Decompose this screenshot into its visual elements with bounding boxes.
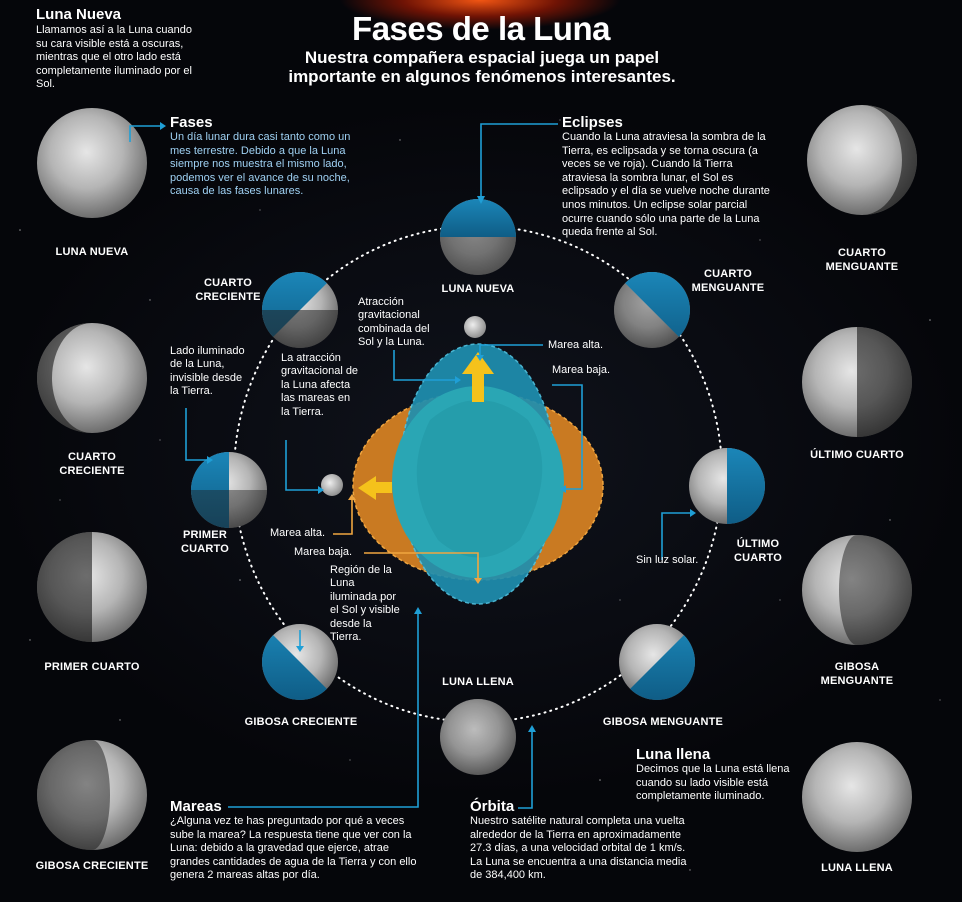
caption-right-cuarto-menguante: CUARTO MENGUANTE bbox=[825, 247, 899, 273]
orbit-caption-bottom-right: GIBOSA MENGUANTE bbox=[602, 716, 724, 728]
luna-llena-heading: Luna llena bbox=[636, 746, 711, 763]
side-moon-ultimo-cuarto-right bbox=[802, 327, 912, 437]
orbit-caption-bottom: LUNA LLENA bbox=[442, 676, 514, 688]
side-moon-cuarto-menguante-right bbox=[807, 105, 917, 215]
luna-llena-text: Decimos que la Luna está llena cuando su lado visible está completamente iluminado. bbox=[636, 763, 790, 803]
orbit-caption-bottom-left: GIBOSA CRECIENTE bbox=[244, 716, 358, 728]
orbit-moon-left bbox=[191, 452, 267, 528]
annotation-region-iluminada: Región de la Luna iluminada por el Sol y visible desde la Tierra. bbox=[330, 564, 400, 644]
callout-lado-iluminado bbox=[186, 408, 207, 460]
orbit-caption-left: PRIMER CUARTO bbox=[180, 529, 230, 555]
mareas-text: ¿Alguna vez te has preguntado por qué a veces sube la marea? La respuesta tiene que ver con la Luna: debido a la gravedad que ejerce, atrae grandes cantidades de agua de la Tierra y con ello genera 2 mareas altas por día. bbox=[170, 815, 417, 882]
orbita-heading: Órbita bbox=[470, 798, 515, 815]
callout-sin-luz bbox=[662, 513, 690, 560]
callout-eclipses bbox=[481, 124, 558, 196]
orbit-moon-bottom-right bbox=[619, 624, 695, 700]
orbita-text: Nuestro satélite natural completa una vuelta alrededor de la Tierra en aproximadamente 27.3 días, a una velocidad orbital de 1 km/s. La Luna se encuentra a una distancia media de 384,400 km. bbox=[470, 815, 687, 882]
page-title: Fases de la Luna bbox=[352, 10, 610, 47]
fases-heading: Fases bbox=[170, 114, 213, 131]
orbit-moon-top bbox=[440, 199, 516, 275]
eclipses-text: Cuando la Luna atraviesa la sombra de la Tierra, es eclipsada y se torna oscura (a veces se ve roja). Cuando la Tierra atraviesa la sombra lunar, el Sol es eclipsado y el día se vuelve noche durante unos minutos. Un eclipse solar parcial ocurre cuando sólo una parte de la Luna queda frente al Sol. bbox=[562, 131, 770, 239]
caption-right-luna-llena: LUNA LLENA bbox=[821, 862, 893, 874]
side-moon-luna-nueva-left bbox=[37, 108, 147, 218]
orbit-moon-top-left bbox=[262, 272, 338, 348]
orbit-moon-right bbox=[689, 448, 765, 524]
callout-atraccion-luna bbox=[286, 440, 318, 490]
caption-right-gibosa-menguante: GIBOSA MENGUANTE bbox=[820, 661, 894, 687]
luna-nueva-heading: Luna Nueva bbox=[36, 6, 122, 23]
side-moon-gibosa-menguante-right bbox=[802, 535, 912, 645]
annotation-marea-alta-top: Marea alta. bbox=[548, 339, 604, 351]
annotation-marea-alta-left: Marea alta. bbox=[270, 527, 326, 539]
mareas-heading: Mareas bbox=[170, 798, 222, 815]
orbit-moon-top-right bbox=[614, 272, 690, 348]
annotation-atraccion-combinada: Atracción gravitacional combinada del Sol y la Luna. bbox=[358, 296, 430, 349]
orbit-caption-top: LUNA NUEVA bbox=[441, 283, 515, 295]
annotation-marea-baja-bottom: Marea baja. bbox=[294, 546, 353, 558]
caption-left-gibosa-creciente: GIBOSA CRECIENTE bbox=[35, 860, 149, 872]
annotation-lado-iluminado: Lado iluminado de la Luna, invisible desde la Tierra. bbox=[170, 345, 245, 398]
orbit-caption-right: ÚLTIMO CUARTO bbox=[733, 538, 783, 564]
side-moon-luna-llena-right bbox=[802, 742, 912, 852]
caption-right-ultimo-cuarto: ÚLTIMO CUARTO bbox=[810, 449, 904, 461]
annotation-sin-luz: Sin luz solar. bbox=[636, 554, 699, 566]
page-subtitle: Nuestra compañera espacial juega un papel importante en algunos fenómenos interesantes. bbox=[288, 48, 676, 86]
small-moon-top bbox=[464, 316, 486, 338]
caption-left-primer-cuarto: PRIMER CUARTO bbox=[44, 661, 140, 673]
orbit-caption-top-left: CUARTO CRECIENTE bbox=[195, 277, 261, 303]
side-moon-cuarto-creciente-left bbox=[37, 323, 147, 433]
annotation-atraccion-luna: La atracción gravitacional de la Luna afecta las mareas en la Tierra. bbox=[281, 352, 359, 418]
caption-left-luna-nueva: LUNA NUEVA bbox=[55, 246, 129, 258]
callout-marea-alta-left bbox=[333, 500, 352, 534]
orbit-moon-bottom bbox=[440, 699, 516, 775]
eclipses-heading: Eclipses bbox=[562, 114, 623, 131]
callout-orbita bbox=[518, 732, 532, 808]
luna-nueva-text: Llamamos así a la Luna cuando su cara visible está a oscuras, mientras que el otro lado está completamente iluminado por el Sol. bbox=[36, 24, 192, 91]
small-moon-left bbox=[321, 474, 343, 496]
orbit-caption-top-right: CUARTO MENGUANTE bbox=[691, 268, 765, 294]
caption-left-cuarto-creciente: CUARTO CRECIENTE bbox=[59, 451, 125, 477]
annotation-marea-baja-right: Marea baja. bbox=[552, 364, 611, 376]
side-moon-gibosa-creciente-left bbox=[37, 740, 147, 850]
fases-text: Un día lunar dura casi tanto como un mes terrestre. Debido a que la Luna siempre nos muestra el mismo lado, podemos ver el avance de su noche, causa de las fases lunares. bbox=[170, 131, 351, 198]
side-moon-primer-cuarto-left bbox=[37, 532, 147, 642]
